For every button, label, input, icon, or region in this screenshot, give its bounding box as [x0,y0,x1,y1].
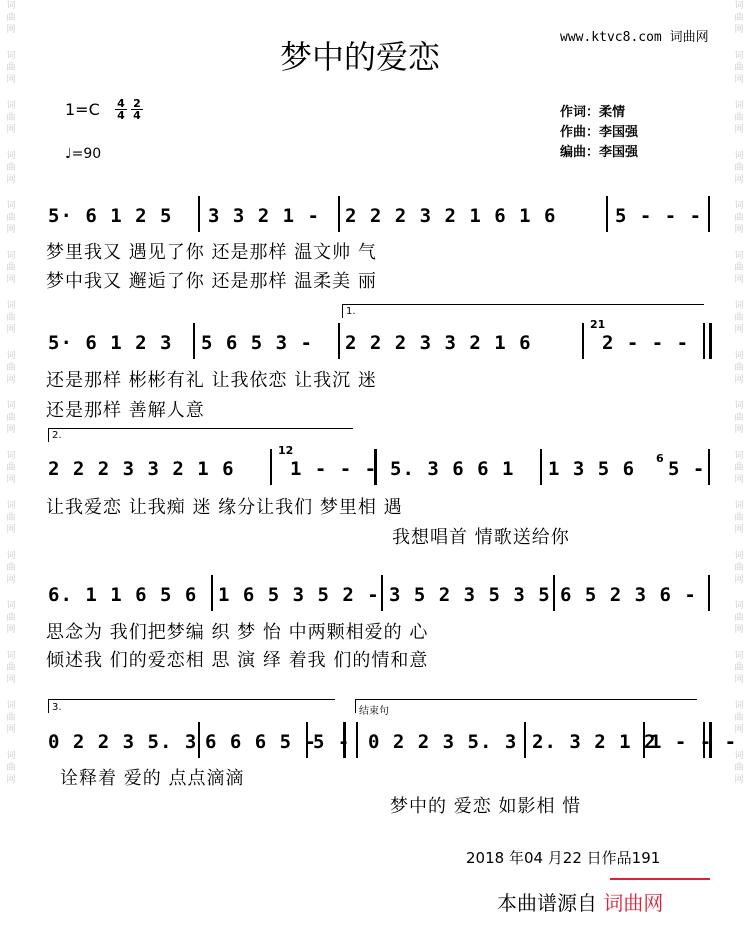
jump-mark: 21 [590,318,606,331]
side-watermark-text: 词 曲 网 [6,501,16,535]
side-watermark-text: 词 曲 网 [734,551,744,585]
repeat-end-barline [343,722,346,758]
barline [306,722,308,758]
volta-2-label: 2. [52,430,62,441]
lyrics-verse-1: 梦里我又 遇见了你 还是那样 温文帅 气 [46,242,377,263]
measure: 1 3 5 6 [548,458,636,480]
volta-3-label: 3. [52,702,62,713]
final-barline [709,722,712,758]
key-signature: 1=C [65,100,100,119]
measure: 3 5 2 3 5 3 5 [389,584,551,606]
side-watermark-text: 词 曲 网 [734,201,744,235]
side-watermark-text: 词 曲 网 [6,351,16,385]
jump-mark: 6 [656,452,664,465]
measure: 0 2 2 3 5. 3 [368,731,518,753]
barline [582,323,584,359]
barline [553,575,555,611]
side-watermark-text: 词 曲 网 [734,51,744,85]
lyrics-verse-1: 还是那样 彬彬有礼 让我依恋 让我沉 迷 [46,370,377,391]
side-watermark-text: 词 曲 网 [6,51,16,85]
barline [338,323,340,359]
barline [606,196,608,232]
measure: 2. 3 2 1 2 [532,731,657,753]
barline [198,722,200,758]
barline [193,323,195,359]
measure: 5. 3 6 6 1 [390,458,515,480]
measure: 5 6 5 3 - [201,332,313,354]
measure: 5 - [668,458,706,480]
barline [708,575,710,611]
composition-date: 2018 年04 月22 日作品191 [466,849,661,867]
volta-bracket-edge [48,699,49,713]
side-watermark-text: 词 曲 网 [6,551,16,585]
measure: 5· 6 1 2 5 [48,205,173,227]
time-signature-2: 2 4 [131,98,143,121]
barline [524,722,526,758]
lyrics-verse-2: 倾述我 们的爱恋相 思 演 绎 着我 们的情和意 [46,650,429,671]
barline [540,449,542,485]
side-watermark-text: 词 曲 网 [734,151,744,185]
repeat-end-barline [709,323,712,359]
side-watermark-text: 词 曲 网 [734,401,744,435]
side-watermark-text: 词 曲 网 [734,451,744,485]
side-watermark-text: 词 曲 网 [6,601,16,635]
side-watermark-text: 词 曲 网 [6,251,16,285]
measure: 1 6 5 3 5 2 - [218,584,380,606]
volta-bracket [48,428,353,429]
side-watermark-text: 词 曲 网 [734,701,744,735]
coda-label: 结束句 [359,706,389,717]
lyrics-verse-2: 我想唱首 情歌送给你 [392,527,570,548]
volta-bracket-edge [342,304,343,318]
measure: 2 2 2 3 3 2 1 6 [345,332,532,354]
credits [560,103,638,163]
barline [708,196,710,232]
coda-bracket [355,699,697,700]
side-watermark-text: 词 曲 网 [734,351,744,385]
measure: 5 - [313,731,351,753]
tempo-mark: ♩=90 [65,146,102,162]
lyricist: 作词：柔情 [560,105,626,120]
barline [198,196,200,232]
source-site-link[interactable]: 词曲网 [603,891,664,915]
side-watermark-text: 词 曲 网 [734,251,744,285]
side-watermark-text: 词 曲 网 [734,101,744,135]
side-watermark-text: 词 曲 网 [6,451,16,485]
barline [270,449,272,485]
side-watermark-text: 词 曲 网 [6,651,16,685]
side-watermark-text: 词 曲 网 [734,651,744,685]
measure: 1 - - - [290,458,378,480]
coda-bracket-edge [355,699,356,713]
barline [381,575,383,611]
volta-1-label: 1. [346,306,356,317]
measure: 2 2 2 3 3 2 1 6 [48,458,235,480]
measure: 2 - - - [602,332,690,354]
song-title: 梦中的爱恋 [279,38,440,76]
side-watermark-text: 词 曲 网 [734,501,744,535]
barline [708,449,710,485]
side-watermark-text: 词 曲 网 [6,401,16,435]
side-watermark-text: 词 曲 网 [6,101,16,135]
source-credit [497,887,663,916]
measure: 2 2 2 3 2 1 6 1 6 [345,205,557,227]
left-watermark [2,0,20,943]
side-watermark-text: 词 曲 网 [734,601,744,635]
measure: 1 - - - [650,731,738,753]
barline [643,722,645,758]
side-watermark-text: 词 曲 网 [734,1,744,35]
volta-bracket-edge [48,428,49,442]
measure: 0 2 2 3 5. 3 [48,731,198,753]
time-signature-1: 4 4 [115,98,127,121]
measure: 3 3 2 1 - [208,205,320,227]
arranger: 编曲：李国强 [560,145,639,160]
measure: 5 - - - [615,205,703,227]
lyrics-verse-1: 让我爱恋 让我痴 迷 缘分让我们 梦里相 遇 [46,497,403,518]
volta-bracket [48,699,335,700]
barline [211,575,213,611]
lyrics-verse-2: 还是那样 善解人意 [46,400,205,421]
side-watermark-text: 词 曲 网 [6,301,16,335]
lyrics-coda: 梦中的 爱恋 如影相 惜 [390,796,582,817]
measure: 6. 1 1 6 5 6 [48,584,198,606]
volta-bracket [342,304,704,305]
composer: 作曲：李国强 [560,125,639,140]
jump-mark: 12 [278,444,294,457]
lyrics-verse-2: 梦中我又 邂逅了你 还是那样 温柔美 丽 [46,271,377,292]
source-prefix: 本曲谱源自 [497,891,597,915]
right-watermark [730,0,748,943]
site-watermark[interactable]: www.ktvc8.com 词曲网 [560,30,709,45]
side-watermark-text: 词 曲 网 [6,751,16,785]
side-watermark-text: 词 曲 网 [734,301,744,335]
repeat-start-barline [374,449,377,485]
barline [703,722,705,758]
measure: 6 6 6 5 - [205,731,317,753]
lyrics-verse-1: 诠释着 爱的 点点滴滴 [60,768,245,789]
barline [703,323,705,359]
barline [338,196,340,232]
measure: 6 5 2 3 6 - [560,584,697,606]
lyrics-verse-1: 思念为 我们把梦编 织 梦 怡 中两颗相爱的 心 [46,622,429,643]
side-watermark-text: 词 曲 网 [6,201,16,235]
side-watermark-text: 词 曲 网 [6,1,16,35]
footer-accent-line [610,878,710,880]
barline [356,722,358,758]
side-watermark-text: 词 曲 网 [734,751,744,785]
measure: 5· 6 1 2 3 [48,332,173,354]
side-watermark-text: 词 曲 网 [6,701,16,735]
side-watermark-text: 词 曲 网 [6,151,16,185]
